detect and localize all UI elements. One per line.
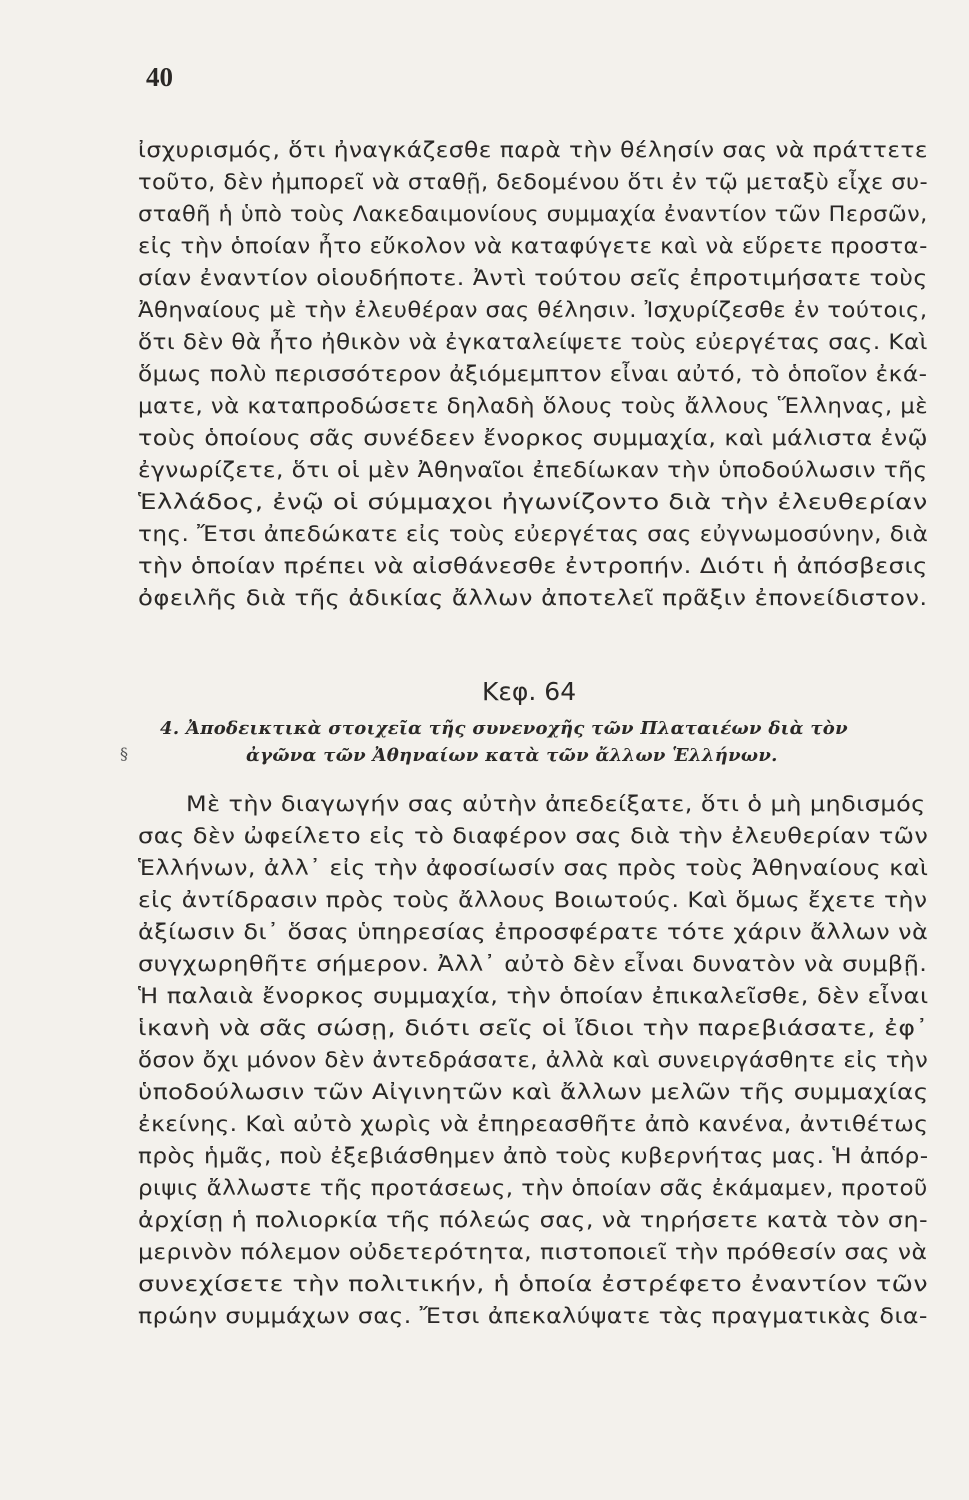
text-line: ριψις ἄλλωστε τῆς προτάσεως, τὴν ὁποίαν σᾶς ἐκάμαμεν, προτοῦ xyxy=(138,1176,928,1201)
text-line: μερινὸν πόλεμον οὐδετερότητα, πιστοποιεῖ τὴν πρόθεσίν σας νὰ xyxy=(138,1240,928,1265)
text-line: ὅμως πολὺ περισσότερον ἀξιόμεμπτον εἶναι αὐτό, τὸ ὁποῖον ἐκά- xyxy=(138,362,928,387)
page-number: 40 xyxy=(146,62,173,92)
section-title-line-1: 4. Ἀποδεικτικὰ στοιχεῖα τῆς συνενοχῆς τῶν Πλαταιέων διὰ τὸν xyxy=(160,718,848,739)
text-line: σταθῆ ἡ ὑπὸ τοὺς Λακεδαιμονίους συμμαχία ἐναντίον τῶν Περσῶν, xyxy=(138,202,928,227)
text-line: ματε, νὰ καταπροδώσετε δηλαδὴ ὅλους τοὺς ἄλλους Ἕλληνας, μὲ xyxy=(138,394,929,419)
text-line: Ἀθηναίους μὲ τὴν ἐλευθέραν σας θέλησιν. Ἰσχυρίζεσθε ἐν τούτοις, xyxy=(138,298,928,323)
text-line: ἀρχίσῃ ἡ πολιορκία τῆς πόλεώς σας, νὰ τηρήσετε κατὰ τὸν ση- xyxy=(138,1208,929,1233)
text-line: ἀξίωσιν δι᾽ ὅσας ὑπηρεσίας ἐπροσφέρατε τότε χάριν ἄλλων νὰ xyxy=(138,920,929,945)
text-line: πρώην συμμάχων σας. Ἔτσι ἀπεκαλύψατε τὰς πραγματικὰς δια- xyxy=(138,1304,928,1329)
section-title-line-2: ἀγῶνα τῶν Ἀθηναίων κατὰ τῶν ἄλλων Ἑλλήνων. xyxy=(246,745,778,766)
text-line: Ἑλλάδος, ἐνῷ οἱ σύμμαχοι ἠγωνίζοντο διὰ τὴν ἐλευθερίαν xyxy=(138,490,928,515)
text-line: συγχωρηθῆτε σήμερον. Ἀλλ᾽ αὐτὸ δὲν εἶναι δυνατὸν νὰ συμβῇ. xyxy=(138,952,928,977)
text-line: Μὲ τὴν διαγωγήν σας αὐτὴν ἀπεδείξατε, ὅτι ὁ μὴ μηδισμός xyxy=(186,792,926,817)
text-line: Ἑλλήνων, ἀλλ᾽ εἰς τὴν ἀφοσίωσίν σας πρὸς τοὺς Ἀθηναίους καὶ xyxy=(138,856,929,881)
margin-mark: § xyxy=(120,744,128,763)
text-line: Ἡ παλαιὰ ἔνορκος συμμαχία, τὴν ὁποίαν ἐπικαλεῖσθε, δὲν εἶναι xyxy=(138,984,929,1009)
text-line: ὅτι δὲν θὰ ἦτο ἠθικὸν νὰ ἐγκαταλείψετε τοὺς εὐεργέτας σας. Καὶ xyxy=(138,330,928,355)
text-line: πρὸς ἡμᾶς, ποὺ ἐξεβιάσθημεν ἀπὸ τοὺς κυβερνήτας μας. Ἡ ἀπόρ- xyxy=(138,1144,929,1169)
text-line: ὑποδούλωσιν τῶν Αἰγινητῶν καὶ ἄλλων μελῶν τῆς συμμαχίας xyxy=(138,1080,929,1105)
text-line: τὴν ὁποίαν πρέπει νὰ αἰσθάνεσθε ἐντροπήν. Διότι ἡ ἀπόσβεσις xyxy=(138,554,928,579)
text-line: σίαν ἐναντίον οἱουδήποτε. Ἀντὶ τούτου σεῖς ἐπροτιμήσατε τοὺς xyxy=(138,266,928,291)
text-line: ὅσον ὄχι μόνον δὲν ἀντεδράσατε, ἀλλὰ καὶ συνειργάσθητε εἰς τὴν xyxy=(138,1048,929,1073)
text-line: συνεχίσετε τὴν πολιτικήν, ἡ ὁποία ἐστρέφετο ἐναντίον τῶν xyxy=(138,1272,929,1297)
text-line: ἐκείνης. Καὶ αὐτὸ χωρὶς νὰ ἐπηρεασθῆτε ἀπὸ κανένα, ἀντιθέτως xyxy=(138,1112,929,1137)
text-line: ἱκανὴ νὰ σᾶς σώσῃ, διότι σεῖς οἱ ἴδιοι τὴν παρεβιάσατε, ἐφ᾽ xyxy=(138,1016,929,1041)
text-line: ὀφειλῆς διὰ τῆς ἀδικίας ἄλλων ἀποτελεῖ πρᾶξιν ἐπονείδιστον. xyxy=(138,586,928,611)
chapter-heading: Κεφ. 64 xyxy=(482,677,577,706)
text-line: εἰς ἀντίδρασιν πρὸς τοὺς ἄλλους Βοιωτούς. Καὶ ὅμως ἔχετε τὴν xyxy=(138,888,928,913)
text-line: της. Ἔτσι ἀπεδώκατε εἰς τοὺς εὐεργέτας σας εὐγνωμοσύνην, διὰ xyxy=(138,522,929,547)
text-line: τοῦτο, δὲν ἠμπορεῖ νὰ σταθῇ, δεδομένου ὅτι ἐν τῷ μεταξὺ εἶχε συ- xyxy=(138,170,929,195)
text-line: σας δὲν ὠφείλετο εἰς τὸ διαφέρον σας διὰ τὴν ἐλευθερίαν τῶν xyxy=(138,824,929,849)
text-line: ἐγνωρίζετε, ὅτι οἱ μὲν Ἀθηναῖοι ἐπεδίωκαν τὴν ὑποδούλωσιν τῆς xyxy=(138,458,928,483)
text-line: εἰς τὴν ὁποίαν ἦτο εὔκολον νὰ καταφύγετε καὶ νὰ εὕρετε προστα- xyxy=(138,234,928,259)
text-line: ἰσχυρισμός, ὅτι ἠναγκάζεσθε παρὰ τὴν θέλησίν σας νὰ πράττετε xyxy=(138,138,928,163)
text-line: τοὺς ὁποίους σᾶς συνέδεεν ἔνορκος συμμαχία, καὶ μάλιστα ἐνῷ xyxy=(138,426,928,451)
